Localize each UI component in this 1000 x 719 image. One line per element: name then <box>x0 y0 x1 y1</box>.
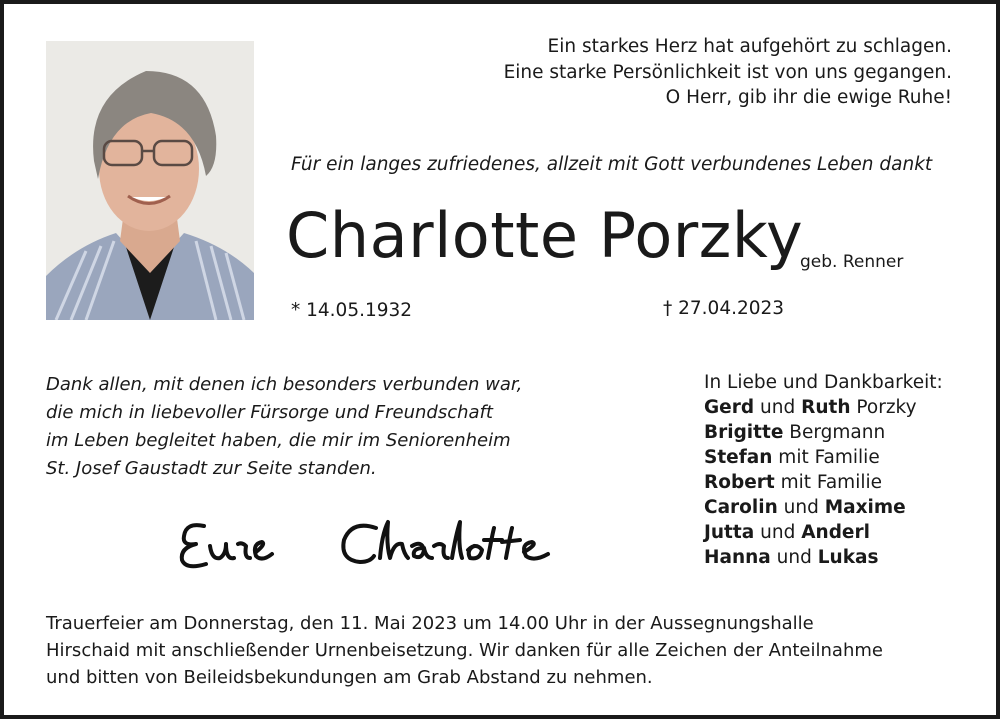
thanks-line: St. Josef Gaustadt zur Seite standen. <box>46 458 377 479</box>
ceremony-line: Hirschaid mit anschließender Urnenbeisetzung. Wir danken für alle Zeichen der Anteilnahme <box>46 640 883 661</box>
death-date: † 27.04.2023 <box>663 298 785 319</box>
motto <box>504 34 952 111</box>
ceremony-line: und bitten von Beileidsbekundungen am Grab Abstand zu nehmen. <box>46 667 653 688</box>
portrait-photo <box>46 41 254 320</box>
thanks-line: die mich in liebevoller Fürsorge und Freundschaft <box>46 402 493 423</box>
thanks-line: im Leben begleitet haben, die mir im Seniorenheim <box>46 430 511 451</box>
mourner-row: Brigitte Bergmann <box>704 422 886 443</box>
mourner-row: Hanna und Lukas <box>704 547 879 568</box>
mourner-row: Jutta und Anderl <box>704 522 870 543</box>
portrait-image <box>46 41 254 320</box>
birth-date: * 14.05.1932 <box>291 300 413 321</box>
motto-line: O Herr, gib ihr die ewige Ruhe! <box>665 87 952 108</box>
mourners-heading: In Liebe und Dankbarkeit: <box>704 372 943 393</box>
mourner-row: Gerd und Ruth Porzky <box>704 397 917 418</box>
mourners-list <box>704 370 943 570</box>
ceremony-line: Trauerfeier am Donnerstag, den 11. Mai 2023 um 14.00 Uhr in der Aussegnungshalle <box>46 613 814 634</box>
ceremony-notice <box>46 610 883 691</box>
thanks-text <box>46 371 522 483</box>
thanks-line: Dank allen, mit denen ich besonders verbunden war, <box>46 374 523 395</box>
deceased-name: Charlotte Porzky <box>286 199 804 272</box>
handwritten-signature <box>176 514 568 574</box>
mourner-row: Robert mit Familie <box>704 472 882 493</box>
mourner-row: Carolin und Maxime <box>704 497 906 518</box>
motto-line: Ein starkes Herz hat aufgehört zu schlagen. <box>547 36 952 57</box>
mourner-row: Stefan mit Familie <box>704 447 880 468</box>
motto-line: Eine starke Persönlichkeit ist von uns gegangen. <box>503 61 952 83</box>
intro-text: Für ein langes zufriedenes, allzeit mit Gott verbundenes Leben dankt <box>291 154 933 175</box>
birth-name: geb. Renner <box>800 252 904 272</box>
